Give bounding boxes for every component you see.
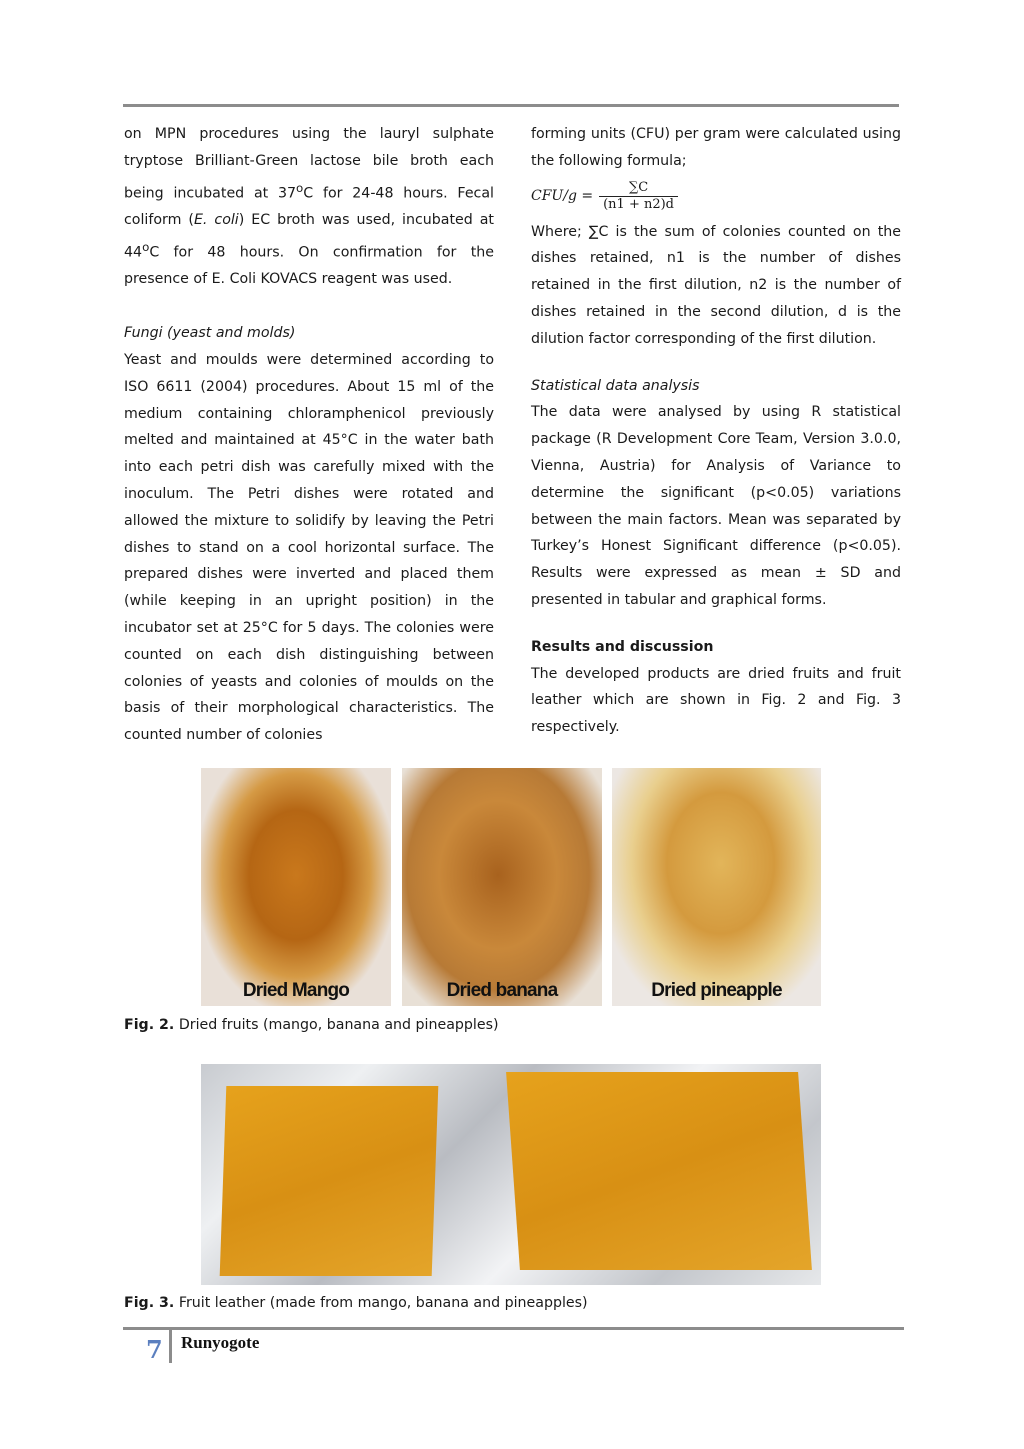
footer-divider xyxy=(169,1330,172,1363)
dried-mango-photo xyxy=(201,768,391,1006)
figure-3-caption xyxy=(124,1295,588,1311)
ecoli-italic: E. coli xyxy=(193,212,239,229)
photo-label: Dried Mango xyxy=(242,980,350,1001)
formula-fraction xyxy=(599,180,678,213)
formula-numerator: ∑C xyxy=(628,180,649,196)
results-paragraph: The developed products are dried fruits and fruit leather which are shown in Fig. 2 and Fig. 3 respectively. xyxy=(531,665,901,736)
where-paragraph: Where; ∑C is the sum of colonies counted on the dishes retained, n1 is the number of dishes retained in the first dilution, n2 is the number of dishes retained in the second dilution, d is the dilution factor corresponding of the first dilution. xyxy=(531,223,901,347)
mpn-text-b: C for 24-48 hours. Fecal coliform ( xyxy=(124,185,494,229)
fruit-leather-sheet xyxy=(220,1086,439,1276)
fruit-leather-sheet xyxy=(506,1072,812,1270)
header-rule xyxy=(123,104,899,107)
dried-banana-photo xyxy=(402,768,602,1006)
photo-label: Dried pineapple xyxy=(651,980,782,1001)
fungi-paragraph: Yeast and moulds were determined according to ISO 6611 (2004) procedures. About 15 ml of the medium containing chloramphenicol previously melted and maintained at 45°C in the water bath into each petri dish was carefully mixed with the inoculum. The Petri dishes were rotated and allowed the mixture to solidify by leaving the Petri dishes to stand on a cool horizontal surface. The prepared dishes were inverted and placed them (while keeping in an upright position) in the incubator set at 25°C for 5 days. The colonies were counted on each dish distinguishing between colonies of yeasts and colonies of moulds on the basis of their morphological characteristics. The counted number of colonies xyxy=(124,352,494,744)
right-column xyxy=(531,121,901,741)
photo-label: Dried banana xyxy=(446,980,558,1001)
figure-2-caption xyxy=(124,1017,499,1033)
fungi-heading: Fungi (yeast and molds) xyxy=(124,325,296,342)
caption-label: Fig. 2. xyxy=(124,1017,175,1033)
degree-superscript: o xyxy=(142,239,150,254)
footer-rule xyxy=(123,1327,904,1330)
cfu-formula xyxy=(531,177,901,217)
formula-denominator: (n1 + n2)d xyxy=(599,196,678,213)
page-number: 7 xyxy=(146,1335,163,1364)
caption-label: Fig. 3. xyxy=(124,1295,175,1311)
caption-text: Fruit leather (made from mango, banana and pineapples) xyxy=(174,1295,588,1311)
figure-2-dried-fruits xyxy=(201,768,821,1006)
mpn-text-a: on MPN procedures using the lauryl sulphate tryptose Brilliant-Green lactose bile broth each being incubated at 37 xyxy=(124,126,494,202)
dried-pineapple-photo xyxy=(612,768,821,1006)
degree-superscript: o xyxy=(296,180,304,195)
figure-3-fruit-leather-photo xyxy=(201,1064,821,1285)
caption-text: Dried fruits (mango, banana and pineapples) xyxy=(174,1017,499,1033)
formula-lhs: CFU/g = xyxy=(531,188,594,205)
mpn-text-d: C for 48 hours. On confirmation for the presence of E. Coli KOVACS reagent was used. xyxy=(124,244,494,288)
statistical-heading: Statistical data analysis xyxy=(531,377,700,394)
statistical-paragraph: The data were analysed by using R statistical package (R Development Core Team, Version 3.0.0, Vienna, Austria) for Analysis of Variance to determine the significant (p<0.05) variations between the main factors. Mean was separated by Turkey’s Honest Significant difference (p<0.05). Results were expressed as mean ± SD and presented in tabular and graphical forms. xyxy=(531,404,901,608)
results-heading: Results and discussion xyxy=(531,638,714,655)
mpn-paragraph xyxy=(124,121,494,293)
left-column xyxy=(124,121,494,749)
running-title: Runyogote xyxy=(181,1333,260,1352)
cfu-intro-paragraph: forming units (CFU) per gram were calculated using the following formula; xyxy=(531,126,901,169)
mpn-text-c: ) EC broth was used, incubated at 44 xyxy=(124,212,494,261)
